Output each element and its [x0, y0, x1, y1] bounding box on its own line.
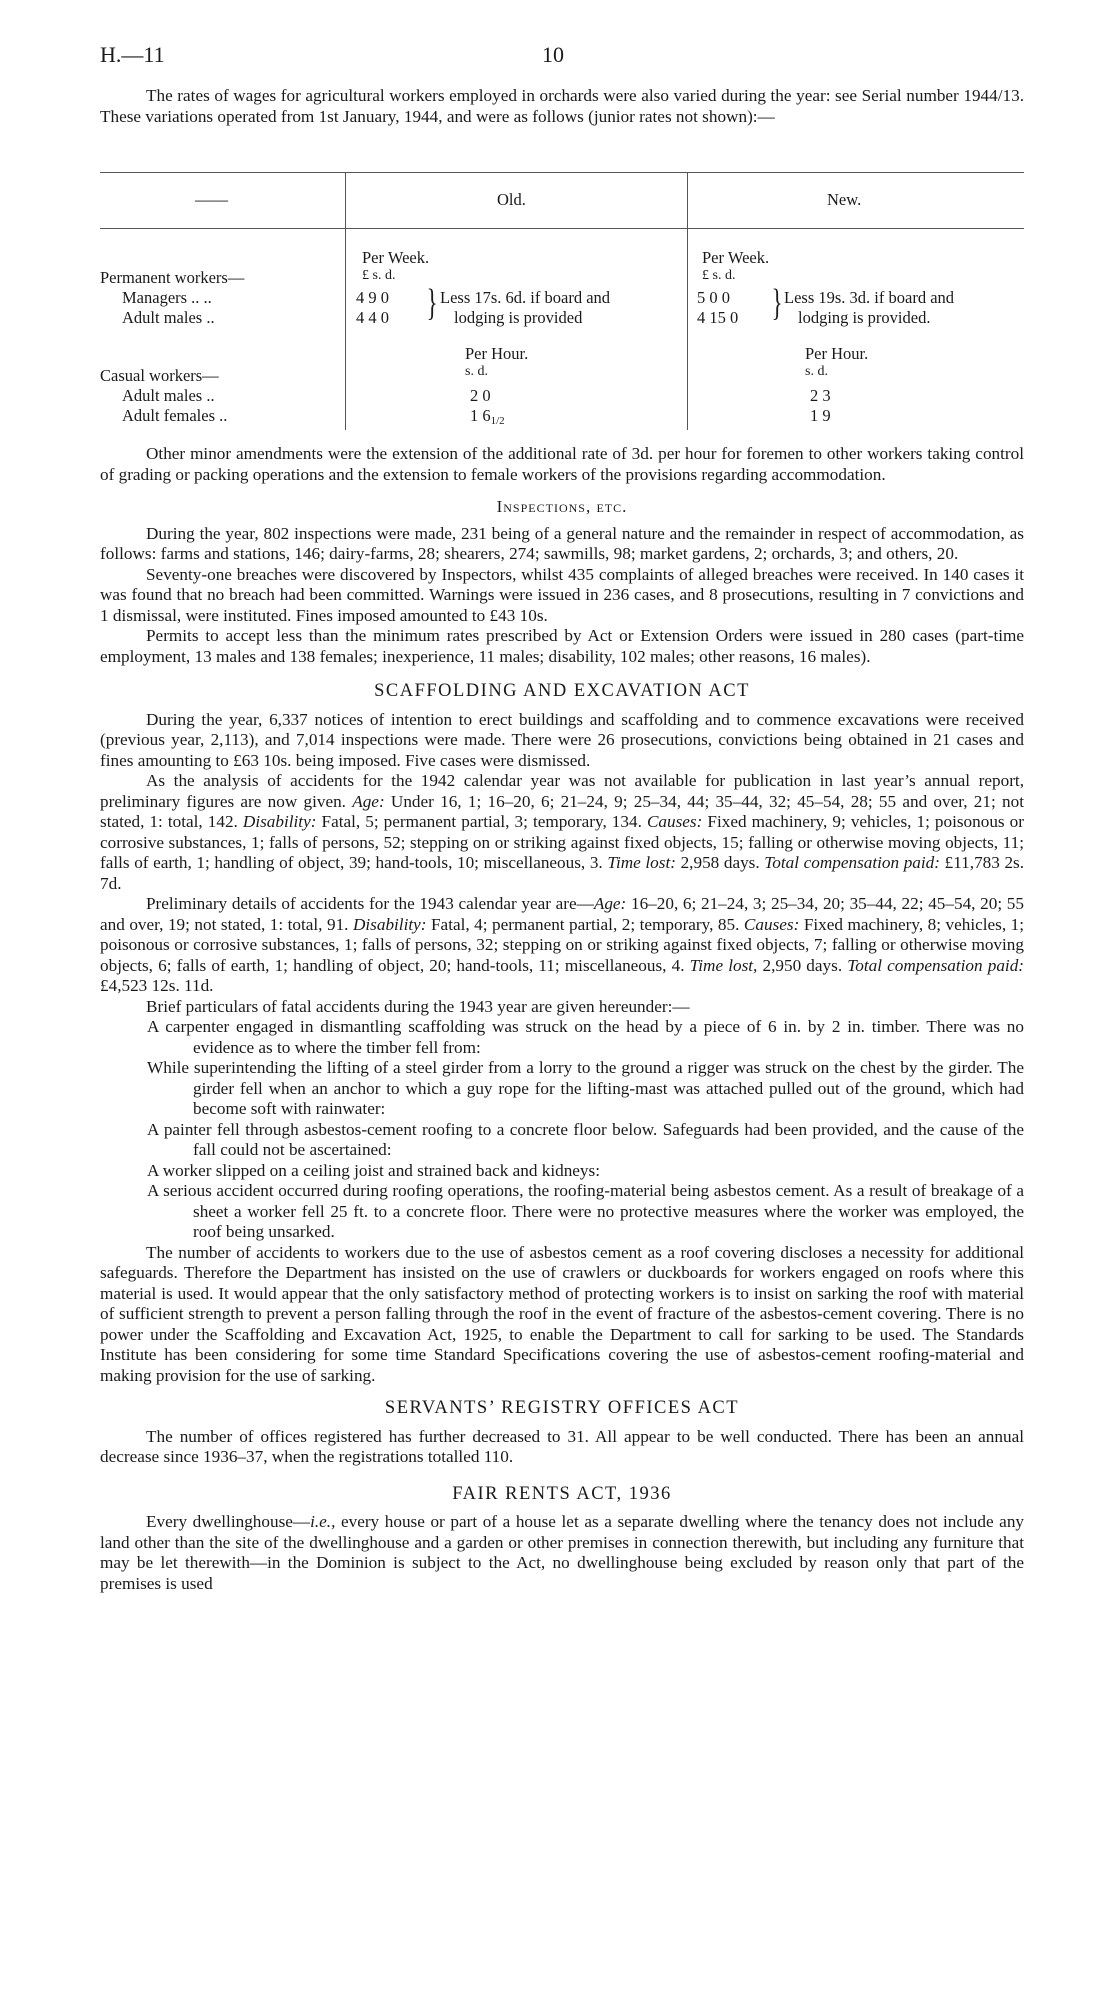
text-run: Fixed machinery, 9; vehicles, 1; poisonous or corrosive substances, 1; falls of persons, 52; stepping on or striking against fixed objects, 15; falling or otherwise moving objects, 11; falls of earth, 1; handling of object, 39; hand-tools, 10; miscellaneous, 3.: [100, 812, 1025, 872]
old-casual-males-rate: 2 0: [470, 386, 491, 405]
wage-rates-table: [100, 172, 1024, 432]
heading-scaffolding: SCAFFOLDING AND EXCAVATION ACT: [374, 681, 750, 701]
old-per-hour: Per Hour.: [465, 344, 529, 363]
new-board-note-line-2: lodging is provided.: [798, 308, 931, 327]
text-run: Preliminary details of accidents for the 1943 calendar year are—: [146, 894, 594, 913]
fatal-accident-item: A carpenter engaged in dismantling scaffolding was struck on the head by a piece of 6 in. by 2 in. timber. There was no evidence as to where the timber fell from:: [147, 1017, 1024, 1057]
old-casual-females-rate: [470, 406, 505, 431]
adult-males-label: Adult males ..: [122, 308, 215, 327]
italic-label: Disability:: [352, 914, 427, 934]
page-number: 10: [542, 42, 564, 67]
text-run: every house or part of a house let as a separate dwelling where the tenancy does not include any land other than the site of the dwellinghouse and a garden or other premises in connection therewith, but including any furniture that may be let therewith—in the Dominion is subject to the Act, no dwellinghouse being excluded by reason only that part of the premises is used: [100, 1512, 1025, 1593]
column-head-new: New.: [827, 190, 862, 209]
new-board-note-line-1: Less 19s. 3d. if board and: [784, 288, 955, 307]
minor-amendments-paragraph: Other minor amendments were the extension of the additional rate of 3d. per hour for foremen to other workers taking control of grading or packing operations and the extension to female workers of the provisions regarding accommodation.: [100, 444, 1024, 484]
text-run: Fixed machinery, 8; vehicles, 1; poisonous or corrosive substances, 1; falls of persons, 32; stepping on or striking against fixed objects, 7; falling or otherwise moving objects, 6; falls of earth, 1; handling of object, 20; hand-tools, 11; miscellaneous, 4.: [100, 914, 1025, 975]
new-adult-males-rate: 4 15 0: [697, 308, 739, 327]
new-per-hour: Per Hour.: [805, 344, 869, 363]
italic-label: i.e.,: [310, 1512, 336, 1531]
permanent-workers-label: Permanent workers—: [100, 268, 245, 287]
italic-label: Causes:: [743, 914, 800, 934]
half-fraction: 1/2: [490, 415, 505, 427]
new-casual-males-rate: 2 3: [810, 386, 831, 405]
casual-workers-label: Casual workers—: [100, 366, 219, 385]
new-casual-females-rate: 1 9: [810, 406, 831, 425]
fair-rents-paragraph: [100, 1512, 1024, 1594]
heading-inspections: Inspections, etc.: [496, 497, 628, 516]
italic-label: Total compensation paid:: [847, 955, 1025, 975]
old-managers-rate: 4 9 0: [356, 288, 389, 307]
italic-label: Age:: [593, 894, 627, 913]
table-head-rule: [100, 228, 1024, 229]
new-brace: }: [771, 282, 783, 324]
text-run: £11,783 2s. 7d.: [100, 853, 1025, 893]
text-run: Fatal, 5; permanent partial, 3; temporary, 134.: [321, 812, 642, 831]
italic-label: Disability:: [242, 812, 317, 831]
stub-head: ——: [195, 190, 228, 209]
casual-adult-males-label: Adult males ..: [122, 386, 215, 405]
text-run: As the analysis of accidents for the 1942 calendar year was not available for publication in last year’s annual report, preliminary figures are now given.: [100, 771, 1024, 811]
inspections-paragraph-1: During the year, 802 inspections were made, 231 being of a general nature and the remainder in respect of accommodation, as follows: farms and stations, 146; dairy-farms, 28; shearers, 274; sawmills, 98; market gardens, 2; orchards, 3; and others, 20.: [100, 523, 1024, 563]
fatal-accident-item: A serious accident occurred during roofing operations, the roofing-material being asbestos cement. As a result of breakage of a sheet a worker fell 25 ft. to a concrete floor. There were no protective measures where the worker was employed, the roof being unsarked.: [147, 1181, 1024, 1241]
servants-registry-paragraph: The number of offices registered has further decreased to 31. All appear to be well conducted. There has been an annual decrease since 1936–37, when the registrations totalled 110.: [100, 1426, 1024, 1466]
intro-paragraph: The rates of wages for agricultural workers employed in orchards were also varied during the year: see Serial number 1944/13. These variations operated from 1st January, 1944, and were as follows (junior rates not shown):—: [100, 86, 1024, 126]
new-managers-rate: 5 0 0: [697, 288, 730, 307]
scaffolding-paragraph-1: During the year, 6,337 notices of intention to erect buildings and scaffolding and to commence excavations were received (previous year, 2,113), and 7,014 inspections were made. There were 26 prosecutions, convictions being obtained in 21 cases and fines amounting to £63 10s. being imposed. Five cases were dismissed.: [100, 709, 1024, 770]
old-brace: }: [426, 282, 438, 324]
main-text: [100, 444, 1024, 1594]
text-run: Under 16, 1; 16–20, 6; 21–24, 9; 25–34, 44; 35–44, 32; 45–54, 28; 55 and over, 21; not stated, 1: total, 142.: [100, 791, 1024, 831]
column-head-old: Old.: [497, 190, 526, 209]
text-run: Every dwellinghouse—: [146, 1512, 311, 1531]
intro-block: [100, 86, 1024, 127]
inspections-paragraph-3: Permits to accept less than the minimum rates prescribed by Act or Extension Orders were issued in 280 cases (part-time employment, 13 males and 138 females; inexperience, 11 males; disability, 102 males; other reasons, 16 males).: [100, 626, 1024, 666]
accidents-1942-paragraph: [100, 771, 1024, 894]
old-sd-head: s. d.: [465, 364, 488, 379]
text-run: Fatal, 4; permanent partial, 2; temporary, 85.: [431, 914, 740, 934]
italic-label: Causes:: [646, 812, 703, 831]
accidents-1943-paragraph: [100, 894, 1024, 997]
asbestos-paragraph: The number of accidents to workers due to the use of asbestos cement as a roof covering discloses a necessity for additional safeguards. Therefore the Department has insisted on the use of crawlers or duckboards for workers engaged on roofs where this material is used. It would appear that the only satisfactory method of protecting workers is to insist on sarking the roof with material of sufficient strength to prevent a person falling through the roof in the event of fracture of the asbestos-cement covering. There is no power under the Scaffolding and Excavation Act, 1925, to enable the Department to call for sarking to be used. The Standards Institute has been considering for some time Standard Specifications covering the use of asbestos-cement roofing-material and making provision for the use of sarking.: [100, 1242, 1024, 1385]
heading-fair-rents: FAIR RENTS ACT, 1936: [452, 1483, 672, 1504]
old-casual-females-value: 1 6: [470, 406, 491, 425]
fatal-accident-item: A worker slipped on a ceiling joist and strained back and kidneys:: [147, 1160, 600, 1180]
table-top-rule: [100, 172, 1024, 173]
table-divider-old: [345, 172, 346, 430]
fatal-accidents-intro: Brief particulars of fatal accidents during the 1943 year are given hereunder:—: [146, 996, 690, 1016]
casual-adult-females-label: Adult females ..: [122, 406, 228, 425]
new-sd-head: s. d.: [805, 364, 828, 379]
italic-label: Age:: [352, 791, 385, 811]
fatal-accident-item: A painter fell through asbestos-cement roofing to a concrete floor below. Safeguards had been provided, and the cause of the fall could not be ascertained:: [147, 1119, 1024, 1159]
heading-servants-registry: SERVANTS’ REGISTRY OFFICES ACT: [384, 1398, 740, 1418]
new-lsd-head: £ s. d.: [702, 268, 736, 283]
italic-label: Time lost,: [689, 955, 758, 975]
inspections-paragraph-2: Seventy-one breaches were discovered by Inspectors, whilst 435 complaints of alleged breaches were received. In 140 cases it was found that no breach had been committed. Warnings were issued in 236 cases, and 8 prosecutions, resulting in 7 convictions and 1 dismissal, were instituted. Fines imposed amounted to £43 10s.: [100, 564, 1024, 625]
text-run: 16–20, 6; 21–24, 3; 25–34, 20; 35–44, 22; 45–54, 20; 55 and over, 19; not stated, 1: total, 91.: [100, 894, 1024, 934]
report-code: H.—11: [100, 42, 165, 67]
old-lsd-head: £ s. d.: [362, 268, 396, 283]
fatal-accident-item: While superintending the lifting of a steel girder from a lorry to the ground a rigger was struck on the chest by the girder. The girder fell when an anchor to which a guy rope for the lifting-mast was attached pulled out of the ground, which had become soft with rainwater:: [147, 1058, 1024, 1118]
old-board-note-line-1: Less 17s. 6d. if board and: [440, 288, 611, 307]
table-divider-new: [687, 172, 688, 430]
old-adult-males-rate: 4 4 0: [356, 308, 389, 327]
italic-label: Total compensation paid:: [764, 853, 940, 872]
old-board-note-line-2: lodging is provided: [454, 308, 583, 327]
managers-label: Managers .. ..: [122, 288, 212, 307]
text-run: 2,958 days.: [680, 853, 760, 872]
text-run: £4,523 12s. 11d.: [100, 976, 214, 995]
old-per-week: Per Week.: [362, 248, 430, 267]
text-run: 2,950 days.: [762, 955, 843, 975]
new-per-week: Per Week.: [702, 248, 770, 267]
italic-label: Time lost:: [607, 853, 676, 872]
